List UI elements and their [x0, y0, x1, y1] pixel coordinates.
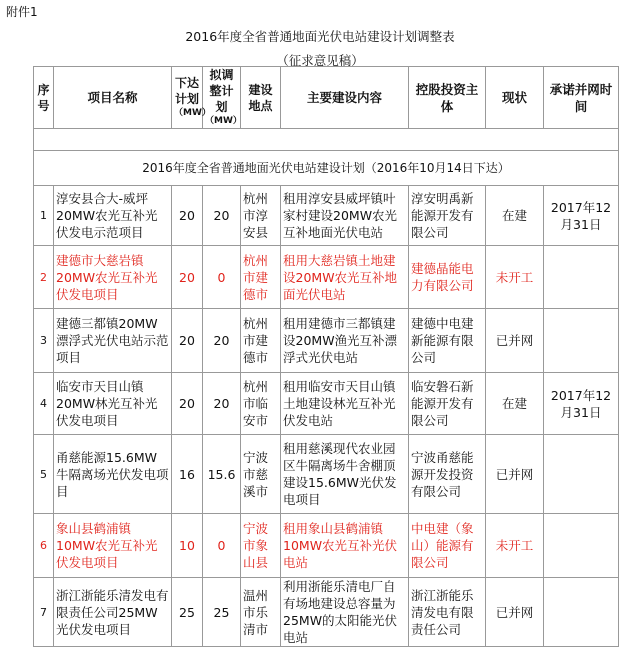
cell-name: 建德三都镇20MW漂浮式光伏电站示范项目 — [54, 309, 172, 373]
header-adjust-label: 拟调整计划 — [209, 68, 234, 114]
header-status: 现状 — [486, 67, 544, 129]
cell-adjust: 0 — [203, 514, 241, 578]
section-row — [34, 151, 619, 186]
cell-content: 租用慈溪现代农业园区牛隔离场牛舍棚顶建设15.6MW光伏发电项目 — [281, 435, 409, 514]
cell-location: 杭州市建德市 — [241, 246, 281, 309]
cell-location: 杭州市建德市 — [241, 309, 281, 373]
cell-content: 租用淳安县威坪镇叶家村建设20MW农光互补地面光伏电站 — [281, 186, 409, 246]
cell-commit: 2017年12月31日 — [544, 373, 619, 435]
cell-status: 未开工 — [486, 246, 544, 309]
cell-commit — [544, 309, 619, 373]
cell-content: 租用大慈岩镇土地建设20MW农光互补地面光伏电站 — [281, 246, 409, 309]
header-adjust — [203, 67, 241, 129]
cell-plan: 20 — [172, 373, 203, 435]
cell-status: 在建 — [486, 373, 544, 435]
cell-commit — [544, 514, 619, 578]
cell-owner: 浙江浙能乐清发电有限责任公司 — [409, 578, 486, 647]
header-content: 主要建设内容 — [281, 67, 409, 129]
cell-seq: 2 — [34, 246, 54, 309]
cell-owner: 中电建（象山）能源有限公司 — [409, 514, 486, 578]
cell-commit — [544, 435, 619, 514]
document-title: 2016年度全省普通地面光伏电站建设计划调整表 — [185, 29, 455, 44]
table-row — [34, 186, 619, 246]
cell-location: 杭州市临安市 — [241, 373, 281, 435]
cell-adjust: 25 — [203, 578, 241, 647]
header-location: 建设地点 — [241, 67, 281, 129]
cell-plan: 20 — [172, 246, 203, 309]
cell-location: 温州市乐清市 — [241, 578, 281, 647]
cell-name: 建德市大慈岩镇20MW农光互补光伏发电项目 — [54, 246, 172, 309]
cell-name: 象山县鹤浦镇10MW农光互补光伏发电项目 — [54, 514, 172, 578]
header-plan — [172, 67, 211, 129]
cell-seq: 6 — [34, 514, 54, 578]
cell-commit: 2017年12月31日 — [544, 186, 619, 246]
cell-commit — [544, 246, 619, 309]
cell-content: 租用临安市天目山镇土地建设林光互补光伏发电站 — [281, 373, 409, 435]
table-row — [34, 309, 619, 373]
cell-seq: 1 — [34, 186, 54, 246]
cell-seq: 3 — [34, 309, 54, 373]
cell-adjust: 20 — [203, 309, 241, 373]
header-row — [34, 67, 619, 129]
header-owner: 控股投资主体 — [409, 67, 486, 129]
cell-location: 宁波市象山县 — [241, 514, 281, 578]
cell-status: 已并网 — [486, 435, 544, 514]
header-adjust-unit: （MW） — [205, 116, 242, 126]
cell-name: 临安市天目山镇20MW林光互补光伏发电项目 — [54, 373, 172, 435]
cell-name: 甬慈能源15.6MW牛隔离场光伏发电项目 — [54, 435, 172, 514]
table-row — [34, 373, 619, 435]
attachment-label: 附件1 — [6, 5, 38, 19]
plan-table — [33, 66, 619, 647]
cell-content: 利用浙能乐清电厂自有场地建设总容量为25MW的太阳能光伏电站 — [281, 578, 409, 647]
cell-status: 未开工 — [486, 514, 544, 578]
cell-owner: 建德晶能电力有限公司 — [409, 246, 486, 309]
cell-plan: 10 — [172, 514, 203, 578]
cell-adjust: 15.6 — [203, 435, 241, 514]
cell-commit — [544, 578, 619, 647]
cell-name: 浙江浙能乐清发电有限责任公司25MW光伏发电项目 — [54, 578, 172, 647]
cell-plan: 16 — [172, 435, 203, 514]
cell-status: 已并网 — [486, 578, 544, 647]
cell-adjust: 0 — [203, 246, 241, 309]
cell-seq: 4 — [34, 373, 54, 435]
cell-status: 已并网 — [486, 309, 544, 373]
cell-owner: 临安磐石新能源开发有限公司 — [409, 373, 486, 435]
header-plan-unit: （MW） — [174, 108, 211, 118]
table-row — [34, 578, 619, 647]
cell-plan: 20 — [172, 309, 203, 373]
spacer-cell — [34, 129, 619, 151]
spacer-row — [34, 129, 619, 151]
header-commit: 承诺并网时间 — [544, 67, 619, 129]
document-subtitle: （征求意见稿） — [276, 53, 364, 68]
cell-plan: 25 — [172, 578, 203, 647]
cell-location: 杭州市淳安县 — [241, 186, 281, 246]
cell-plan: 20 — [172, 186, 203, 246]
cell-content: 租用建德市三都镇建设20MW渔光互补漂浮式光伏电站 — [281, 309, 409, 373]
header-name: 项目名称 — [54, 67, 172, 129]
cell-adjust: 20 — [203, 186, 241, 246]
cell-seq: 7 — [34, 578, 54, 647]
table-row — [34, 435, 619, 514]
cell-location: 宁波市慈溪市 — [241, 435, 281, 514]
cell-adjust: 20 — [203, 373, 241, 435]
cell-content: 租用象山县鹤浦镇10MW农光互补光伏电站 — [281, 514, 409, 578]
table-row — [34, 514, 619, 578]
cell-name: 淳安县合大-威坪20MW农光互补光伏发电示范项目 — [54, 186, 172, 246]
cell-owner: 宁波甬慈能源开发投资有限公司 — [409, 435, 486, 514]
section-title: 2016年度全省普通地面光伏电站建设计划（2016年10月14日下达） — [34, 151, 619, 186]
cell-owner: 淳安明禹新能源开发有限公司 — [409, 186, 486, 246]
cell-status: 在建 — [486, 186, 544, 246]
cell-seq: 5 — [34, 435, 54, 514]
table-row — [34, 246, 619, 309]
header-plan-label: 下达计划 — [174, 76, 199, 106]
header-seq: 序号 — [34, 67, 54, 129]
cell-owner: 建德中电建新能源有限公司 — [409, 309, 486, 373]
